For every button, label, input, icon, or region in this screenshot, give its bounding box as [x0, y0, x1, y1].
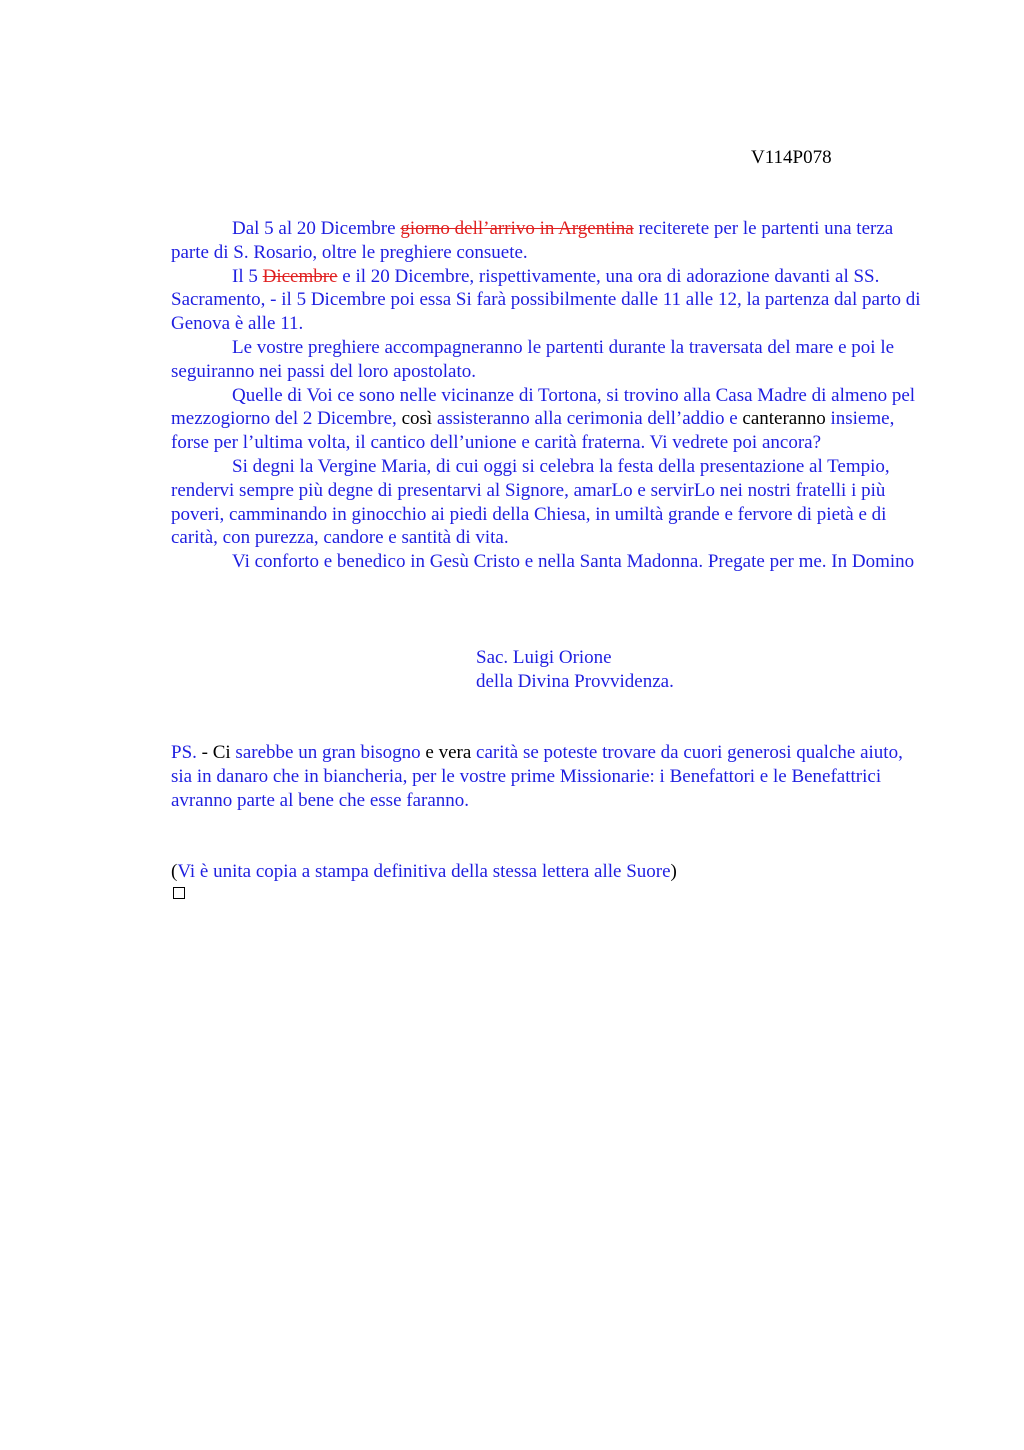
- paragraph-4-part-d: canteranno: [742, 408, 826, 430]
- deleted-text: Dicembre: [262, 265, 338, 287]
- paragraph-2-start: Il 5: [232, 265, 263, 287]
- paragraph-2-end: e il 20 Dicembre, rispettivamente, una ora di adorazione davanti al SS. Sacramento, - il 5 Dicembre poi essa Si farà possibilmente dalle 11 alle 12, la partenza dal parto di Genova è alle 11.: [171, 265, 921, 335]
- paragraph-1: [171, 217, 923, 265]
- signature-title: della Divina Provvidenza.: [476, 670, 674, 692]
- paragraph-4-part-e: insieme, forse per l’ultima volta, il cantico dell’unione e carità fraterna. Vi vedrete poi ancora?: [171, 408, 895, 454]
- paragraph-4-part-c: assisteranno alla cerimonia dell’addio e: [432, 408, 743, 430]
- ps-part-c: sarebbe un gran bisogno: [235, 742, 421, 763]
- paragraph-1-start: Dal 5 al 20 Dicembre: [232, 218, 401, 239]
- paragraph-5: Si degni la Vergine Maria, di cui oggi si celebra la festa della presentazione al Tempio, rendervi sempre più degne di presentarvi al Signore, amarLo e servirLo nei nostri fratelli i più poveri, camminando in ginocchio ai piedi della Chiesa, in umiltà grande e fervore di pietà e di carità, con purezza, candore e santità di vita.: [171, 455, 890, 549]
- paragraph-1-end: reciterete per le partenti una terza parte di S. Rosario, oltre le preghiere consuete.: [171, 218, 894, 263]
- signature: [476, 646, 674, 694]
- note-close-paren: ): [670, 861, 677, 882]
- paragraph-4-part-a: Quelle di Voi ce sono nelle vicinanze di Tortona, si trovino alla Casa Madre di almeno pel mezzogiorno del 2 Dicembre,: [171, 384, 916, 430]
- note-open-paren: (: [171, 861, 178, 882]
- editorial-note: [171, 860, 923, 884]
- paragraph-4-part-b: così: [401, 408, 433, 430]
- paragraph-3: Le vostre preghiere accompagneranno le partenti durante la traversata del mare e poi le seguiranno nei passi del loro apostolato.: [171, 336, 895, 382]
- note-text: Vi è unita copia a stampa definitiva della stessa lettera alle Suore: [177, 861, 671, 882]
- paragraph-4: [171, 384, 923, 455]
- ps-label: PS.: [171, 742, 197, 763]
- checkbox-square-icon: [173, 887, 185, 899]
- ps-part-e: carità se poteste trovare da cuori generosi qualche aiuto, sia in danaro che in biancheria, per le vostre prime Missionarie: i Benefattori e le Benefattrici avranno parte al bene che esse faranno.: [171, 742, 903, 811]
- letter-body: [171, 217, 923, 574]
- signature-name: Sac. Luigi Orione: [476, 647, 612, 668]
- paragraph-2: [171, 265, 923, 336]
- ps-part-d: e vera: [420, 742, 477, 763]
- ps-part-b: - Ci: [196, 742, 236, 763]
- postscript: [171, 741, 923, 812]
- page-code: V114P078: [751, 147, 832, 168]
- paragraph-6: Vi conforto e benedico in Gesù Cristo e nella Santa Madonna. Pregate per me. In Domino: [232, 551, 915, 573]
- deleted-text: giorno dell’arrivo in Argentina: [400, 218, 634, 239]
